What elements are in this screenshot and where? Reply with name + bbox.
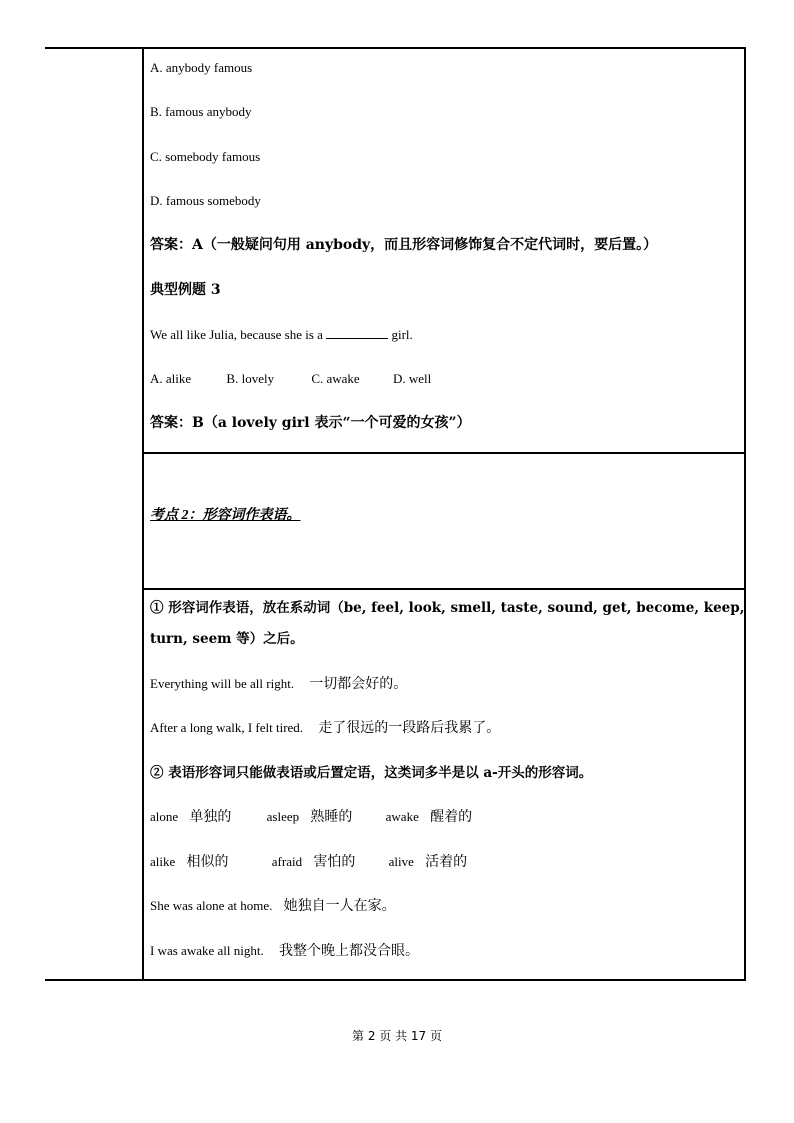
example-heading: 典型例题 3 — [150, 282, 221, 298]
answer-q3: 答案：B（a lovely girl 表示“一个可爱的女孩”） — [150, 415, 471, 431]
column-divider — [142, 47, 144, 981]
row-divider-1 — [142, 452, 746, 454]
section-title: 考点 2：形容词作表语。 — [150, 508, 301, 523]
example-1 — [150, 676, 407, 692]
option-a: A. anybody famous — [150, 60, 253, 75]
option-d: D. famous somebody — [150, 193, 261, 208]
question-q3 — [150, 327, 413, 343]
example-4 — [150, 943, 419, 959]
word-en: asleep — [266, 809, 300, 824]
option-b: B. famous anybody — [150, 104, 252, 119]
example-cn: 一切都会好的。 — [309, 676, 408, 692]
question-text-after: girl. — [391, 327, 413, 342]
example-cn: 走了很远的一段路后我累了。 — [318, 720, 501, 736]
bottom-border — [45, 979, 746, 981]
word-cn: 熟睡的 — [310, 809, 353, 825]
option-b: B. lovely — [226, 371, 275, 386]
fill-blank — [326, 327, 388, 339]
word-row-2 — [150, 854, 467, 870]
option-d: D. well — [392, 371, 432, 386]
option-c: C. awake — [311, 371, 360, 386]
word-cn: 单独的 — [189, 809, 232, 825]
example-2 — [150, 720, 500, 736]
example-en: She was alone at home. — [150, 898, 273, 913]
word-en: alive — [388, 854, 414, 869]
word-cn: 相似的 — [186, 854, 229, 870]
right-border — [744, 47, 746, 981]
word-cn: 活着的 — [425, 854, 468, 870]
answer-q2: 答案：A（一般疑问句用 anybody，而且形容词修饰复合不定代词时，要后置。） — [150, 237, 658, 253]
rule-1-line-2: turn, seem 等）之后。 — [150, 631, 304, 647]
example-en: I was awake all night. — [150, 943, 264, 958]
page-number: 第 2 页 共 17 页 — [352, 1029, 442, 1043]
word-cn: 醒着的 — [430, 809, 473, 825]
option-c: C. somebody famous — [150, 149, 261, 164]
word-en: alike — [150, 854, 176, 869]
example-3 — [150, 898, 396, 914]
word-en: afraid — [271, 854, 303, 869]
example-en: Everything will be all right. — [150, 676, 295, 691]
row-divider-2 — [142, 588, 746, 590]
example-en: After a long walk, I felt tired. — [150, 720, 304, 735]
options-q3 — [150, 371, 431, 387]
question-text-before: We all like Julia, because she is a — [150, 327, 323, 342]
top-border — [45, 47, 746, 49]
option-a: A. alike — [150, 371, 192, 386]
word-en: awake — [385, 809, 419, 824]
example-cn: 她独自一人在家。 — [283, 898, 396, 914]
word-cn: 害怕的 — [313, 854, 356, 870]
word-en: alone — [150, 809, 179, 824]
rule-1-line-1: ① 形容词作表语，放在系动词（be, feel, look, smell, taste, sound, get, become, keep, — [150, 600, 745, 616]
rule-2: ② 表语形容词只能做表语或后置定语，这类词多半是以 a-开头的形容词。 — [150, 765, 593, 781]
word-row-1 — [150, 809, 472, 825]
example-cn: 我整个晚上都没合眼。 — [278, 943, 419, 959]
